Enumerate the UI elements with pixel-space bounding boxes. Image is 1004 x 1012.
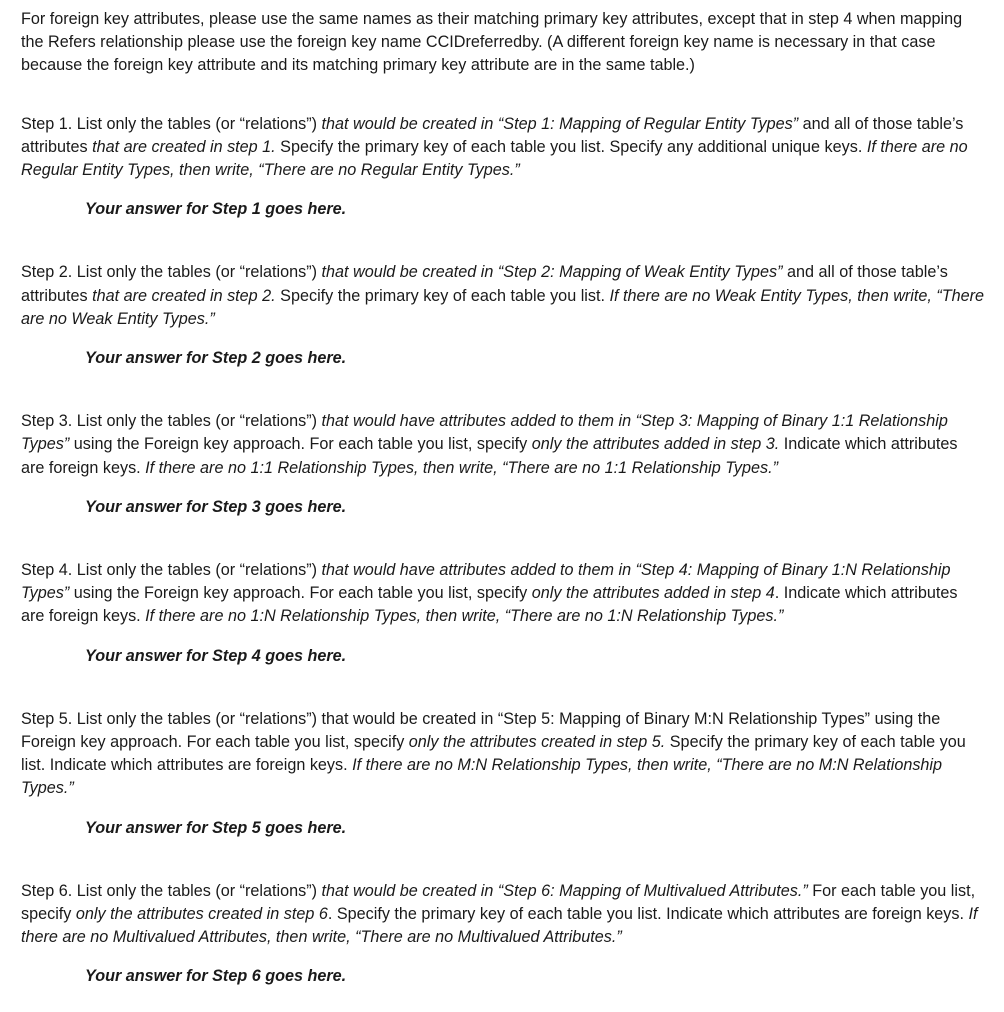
instruction-text: Step 5. List only the tables (or “relations”) that would be created in “Step 5: Mapping of Binary M:N Relationship Types” using the Foreign key approach. For each table you list, specify: [21, 709, 941, 752]
instruction-text: Specify the primary key of each table you list. Indicate which attributes are foreign keys.: [21, 733, 966, 775]
step-4-answer: Your answer for Step 4 goes here.: [85, 646, 347, 665]
step-3-block: [21, 410, 985, 519]
step-4-instructions: [21, 559, 985, 629]
step-2-instructions: [21, 261, 985, 331]
instruction-text: Step 6. List only the tables (or “relations”): [21, 881, 322, 900]
instruction-text: and all of those table’s attributes: [21, 114, 964, 156]
instruction-italic-text: that are created in step 2.: [92, 286, 276, 305]
instruction-text: Step 3. List only the tables (or “relations”): [21, 412, 322, 431]
step-2-answer: Your answer for Step 2 goes here.: [85, 349, 347, 368]
step-1-block: [21, 113, 985, 222]
instruction-text: using the Foreign key approach. For each table you list, specify: [69, 584, 532, 603]
instruction-italic-text: that would be created in “Step 6: Mapping of Multivalued Attributes.”: [321, 881, 808, 900]
instruction-text: Step 4. List only the tables (or “relations”): [21, 561, 322, 580]
instruction-italic-text: only the attributes added in step 3.: [531, 435, 780, 454]
instruction-italic-text: If there are no 1:N Relationship Types, then write, “There are no 1:N Relationship Types.”: [145, 607, 784, 626]
instruction-text: using the Foreign key approach. For each table you list, specify: [69, 435, 532, 454]
instruction-italic-text: that would be created in “Step 1: Mapping of Regular Entity Types”: [321, 114, 799, 133]
instruction-italic-text: If there are no Multivalued Attributes, then write, “There are no Multivalued Attributes.”: [21, 905, 978, 947]
step-6-instructions: [21, 880, 985, 950]
instruction-italic-text: only the attributes created in step 6: [75, 905, 328, 924]
instruction-italic-text: that would have attributes added to them in “Step 3: Mapping of Binary 1:1 Relationship Types”: [21, 412, 948, 454]
instruction-text: Step 1. List only the tables (or “relations”): [21, 114, 322, 133]
instruction-italic-text: If there are no 1:1 Relationship Types, then write, “There are no 1:1 Relationship Types.”: [145, 458, 779, 477]
step-3-instructions: [21, 410, 985, 480]
instruction-text: . Specify the primary key of each table you list. Indicate which attributes are foreign keys.: [327, 905, 969, 924]
step-5-instructions: [21, 708, 985, 801]
instruction-italic-text: If there are no Weak Entity Types, then write, “There are no Weak Entity Types.”: [21, 286, 985, 328]
instruction-italic-text: If there are no M:N Relationship Types, then write, “There are no M:N Relationship Types.”: [21, 756, 943, 798]
instruction-text: Step 2. List only the tables (or “relations”): [21, 263, 322, 282]
instruction-text: For each table you list, specify: [21, 881, 976, 924]
document-body: [21, 8, 985, 989]
step-3-answer: Your answer for Step 3 goes here.: [85, 497, 347, 516]
step-5-answer: Your answer for Step 5 goes here.: [85, 818, 347, 837]
step-6-answer: Your answer for Step 6 goes here.: [85, 967, 347, 986]
instruction-italic-text: that are created in step 1.: [92, 137, 276, 156]
step-1-instructions: [21, 113, 985, 183]
instruction-text: . Indicate which attributes are foreign keys.: [21, 584, 958, 626]
instruction-italic-text: If there are no Regular Entity Types, then write, “There are no Regular Entity Types.”: [21, 137, 968, 180]
instruction-italic-text: only the attributes created in step 5.: [408, 733, 666, 752]
step-4-block: [21, 559, 985, 668]
step-2-block: [21, 261, 985, 370]
step-5-block: [21, 708, 985, 840]
step-1-answer: Your answer for Step 1 goes here.: [85, 200, 347, 219]
intro-paragraph: For foreign key attributes, please use the same names as their matching primary key attributes, except that in step 4 when mapping the Refers relationship please use the foreign key name CCIDreferredby. (A different foreign key name is necessary in that case because the foreign key attribute and its matching primary key attribute are in the same table.): [21, 10, 963, 75]
instruction-text: Specify the primary key of each table you list. Specify any additional unique keys.: [275, 137, 867, 156]
instruction-text: Indicate which attributes are foreign keys.: [21, 435, 958, 477]
instruction-italic-text: that would be created in “Step 2: Mapping of Weak Entity Types”: [321, 263, 783, 282]
instruction-text: and all of those table’s attributes: [21, 263, 948, 305]
instruction-text: Specify the primary key of each table you list.: [275, 286, 610, 305]
instruction-italic-text: that would have attributes added to them in “Step 4: Mapping of Binary 1:N Relationship Types”: [21, 561, 951, 603]
instruction-italic-text: only the attributes added in step 4: [531, 584, 775, 603]
step-6-block: [21, 880, 985, 989]
